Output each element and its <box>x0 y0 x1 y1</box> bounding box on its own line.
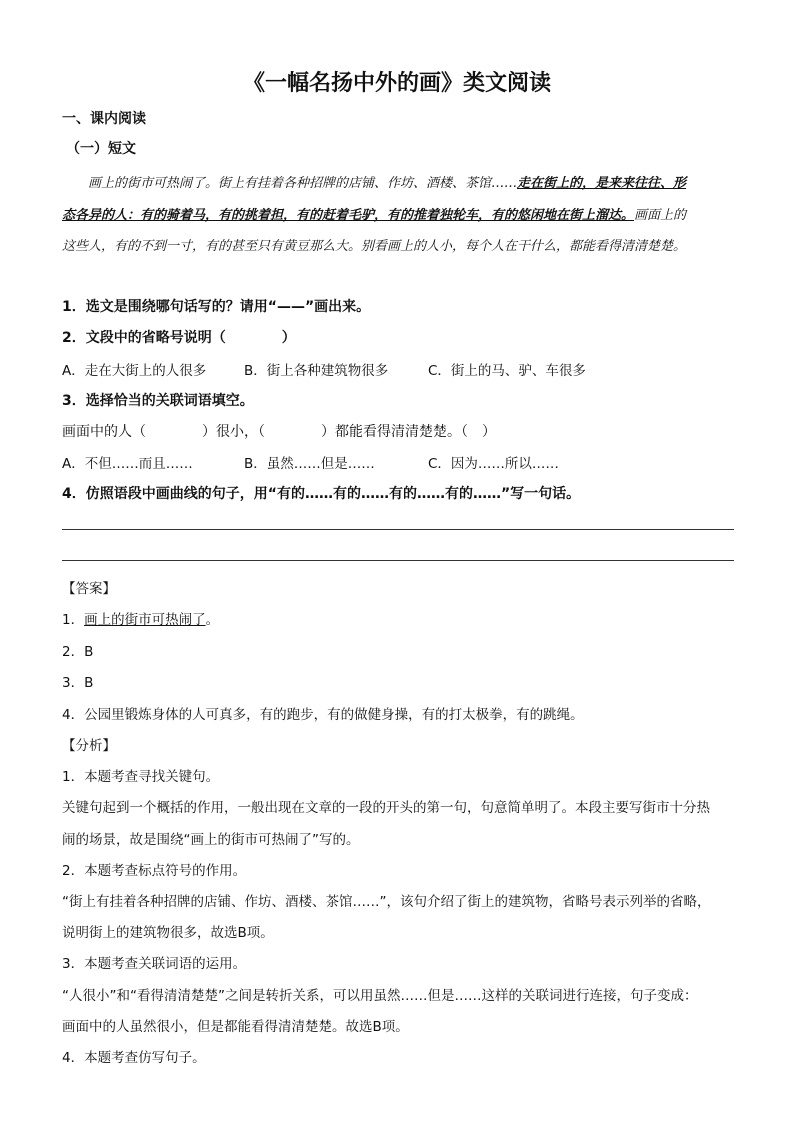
option-b: B．街上各种建筑物很多 <box>244 363 389 379</box>
analysis-line: “街上有挂着各种招牌的店铺、作坊、酒楼、茶馆……”，该句介绍了街上的建筑物，省略号表示列举的省略， <box>62 894 711 910</box>
analysis-line: 画面中的人虽然很小，但是都能看得清清楚楚。故选B项。 <box>62 1019 409 1035</box>
question-2: 2．文段中的省略号说明（ ） <box>62 330 296 346</box>
page-title: 《一幅名扬中外的画》类文阅读 <box>242 70 551 96</box>
option-b: B．虽然……但是…… <box>244 456 375 472</box>
passage-line-3: 这些人，有的不到一寸，有的甚至只有黄豆那么大。别看画上的人小，每个人在干什么，都能看得清清楚楚。 <box>62 239 687 254</box>
passage-line-1: 画上的街市可热闹了。街上有挂着各种招牌的店铺、作坊、酒楼、茶馆……走在街上的，是来来往往、形 <box>88 176 687 191</box>
subsection-heading: （一）短文 <box>66 141 136 157</box>
analysis-line: 2．本题考查标点符号的作用。 <box>62 863 247 879</box>
option-a: A．走在大街上的人很多 <box>62 363 207 379</box>
analysis-line: 闹的场景，故是围绕“画上的街市可热闹了”写的。 <box>62 832 360 848</box>
answer-header: 【答案】 <box>62 581 116 597</box>
passage-line-2: 态各异的人：有的骑着马，有的挑着担，有的赶着毛驴，有的推着独轮车，有的悠闲地在街上溜达。画面上的 <box>62 208 687 223</box>
answer-line <box>62 560 734 561</box>
answer-1: 1．画上的街市可热闹了。 <box>62 612 220 628</box>
analysis-line: 3．本题考查关联词语的运用。 <box>62 956 247 972</box>
answer-3: 3．B <box>62 675 94 691</box>
answer-4: 4．公园里锻炼身体的人可真多，有的跑步，有的做健身操，有的打太极拳，有的跳绳。 <box>62 707 584 723</box>
analysis-line: “人很小”和“看得清清楚楚”之间是转折关系，可以用虽然……但是……这样的关联词进行连接，句子变成： <box>62 988 698 1004</box>
question-3: 3．选择恰当的关联词语填空。 <box>62 393 254 409</box>
wavy-underlined-sentence: 态各异的人：有的骑着马，有的挑着担，有的赶着毛驴，有的推着独轮车，有的悠闲地在街上溜达。 <box>62 208 635 223</box>
analysis-header: 【分析】 <box>62 738 116 754</box>
analysis-line: 1．本题考查寻找关键句。 <box>62 769 220 785</box>
answer-2: 2．B <box>62 644 94 660</box>
analysis-line: 说明街上的建筑物很多，故选B项。 <box>62 925 274 941</box>
analysis-line: 4．本题考查仿写句子。 <box>62 1050 206 1066</box>
section-heading: 一、课内阅读 <box>62 111 146 127</box>
option-a: A．不但……而且…… <box>62 456 193 472</box>
option-c: C．街上的马、驴、车很多 <box>428 363 586 379</box>
question-4: 4．仿照语段中画曲线的句子，用“有的……有的……有的……有的……”写一句话。 <box>62 486 581 502</box>
option-c: C．因为……所以…… <box>428 456 559 472</box>
answer-line <box>62 529 734 530</box>
question-3-sentence: 画面中的人（ ）很小，（ ）都能看得清清楚楚。（ ） <box>62 424 496 440</box>
analysis-line: 关键句起到一个概括的作用，一般出现在文章的一段的开头的第一句，句意简单明了。本段主要写街市十分热 <box>62 800 710 816</box>
wavy-underlined-sentence: 走在街上的，是来来往往、形 <box>517 176 687 191</box>
question-1: 1．选文是围绕哪句话写的？请用“——”画出来。 <box>62 299 371 315</box>
